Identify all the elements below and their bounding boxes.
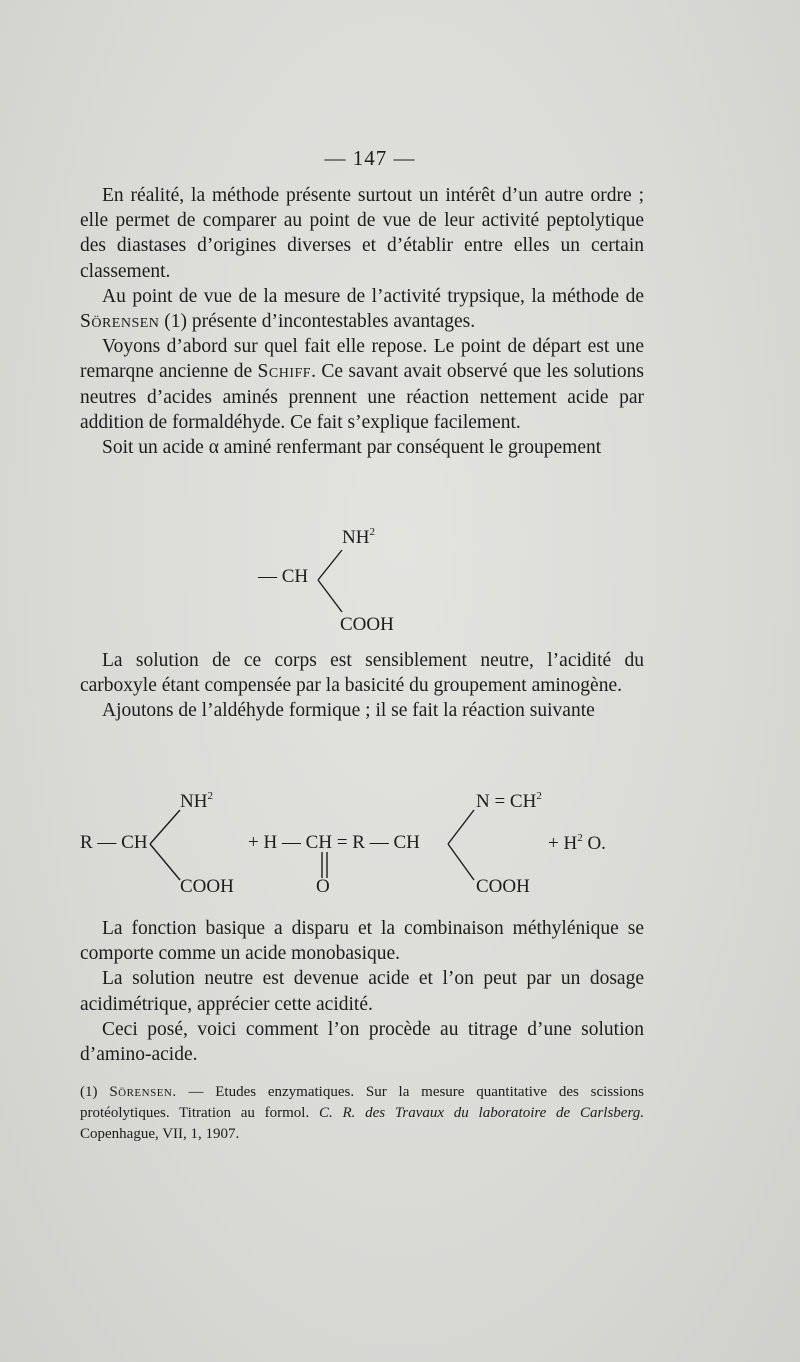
formula-aldehyde: + H — CH = R — CH (248, 832, 420, 853)
author-name: Sörensen (80, 311, 160, 333)
formula-bonds (0, 520, 800, 640)
paragraph: La solution neutre est devenue acide et l’on peut par un dosage acidimétrique, apprécier cette acidité. (80, 968, 644, 1015)
paragraph: En réalité, la méthode présente surtout un intérêt d’un autre ordre ; elle permet de comparer au point de vue de leur activité peptolytique des diastases d’origines diverses et d’établir entre elles un certain classement. (80, 185, 644, 282)
formula-cooh-left: COOH (180, 876, 234, 897)
paragraph: Ceci posé, voici comment l’on procède au titrage d’une solution d’amino-acide. (80, 1018, 644, 1066)
footnote-text: — Etudes enzymatiques. Sur la mesure quantitative des scissions protéolytiques. Titration au formol. (80, 1084, 645, 1121)
formula-n-ch2: $N = CH^2$ (476, 790, 542, 812)
footnote-mark: (1) (80, 1084, 98, 1100)
formula-r-ch: R — CH (80, 832, 148, 853)
footnote-journal: C. R. des Travaux du laboratoire de Carlsberg. (309, 1105, 644, 1121)
text-block-intro (80, 183, 644, 460)
formula-water: + $H^2$ O. (548, 832, 606, 854)
page-number: — 147 — (324, 146, 416, 170)
formula-nh2: $NH^2$ (180, 790, 213, 812)
paragraph: La fonction basique a disparu et la combinaison méthylénique se comporte comme un acide monobasique. (80, 918, 644, 965)
formula-nh2: $NH^2$ (342, 526, 375, 548)
paragraph: Ajoutons de l’aldéhyde formique ; il se fait la réaction suivante (102, 700, 595, 722)
footnote-author: Sörensen. (109, 1084, 177, 1100)
formula-cooh: COOH (340, 614, 394, 635)
text-block-conclusion (80, 916, 644, 1067)
paragraph: Au point de vue de la mesure de l’activité trypsique, la méthode de Sörensen (1) présente d’incontestables avantages. (80, 285, 644, 333)
text-block-middle (80, 648, 644, 724)
formula-oxygen: O (316, 876, 330, 897)
footnote-text: Copenhague, VII, 1, 1907. (80, 1126, 240, 1142)
footnote (80, 1082, 644, 1145)
paragraph: La solution de ce corps est sensiblement neutre, l’acidité du carboxyle étant compensée par la basicité du groupement aminogène. (80, 650, 644, 697)
author-name: Schiff (257, 361, 312, 383)
formula-reaction (0, 786, 800, 906)
formula-cooh-right: COOH (476, 876, 530, 897)
paragraph: Voyons d’abord sur quel fait elle repose. Le point de départ est une remarqne ancienne de Schiff. Ce savant avait observé que les solutions neutres d’acides aminés prennent une réaction nettement acide par addition de formaldéhyde. Ce fait s’explique facilement. (80, 336, 644, 433)
paragraph: Soit un acide α aminé renfermant par conséquent le groupement (102, 437, 602, 459)
formula-ch: — CH (258, 566, 309, 587)
formula-amino-group (0, 520, 800, 640)
